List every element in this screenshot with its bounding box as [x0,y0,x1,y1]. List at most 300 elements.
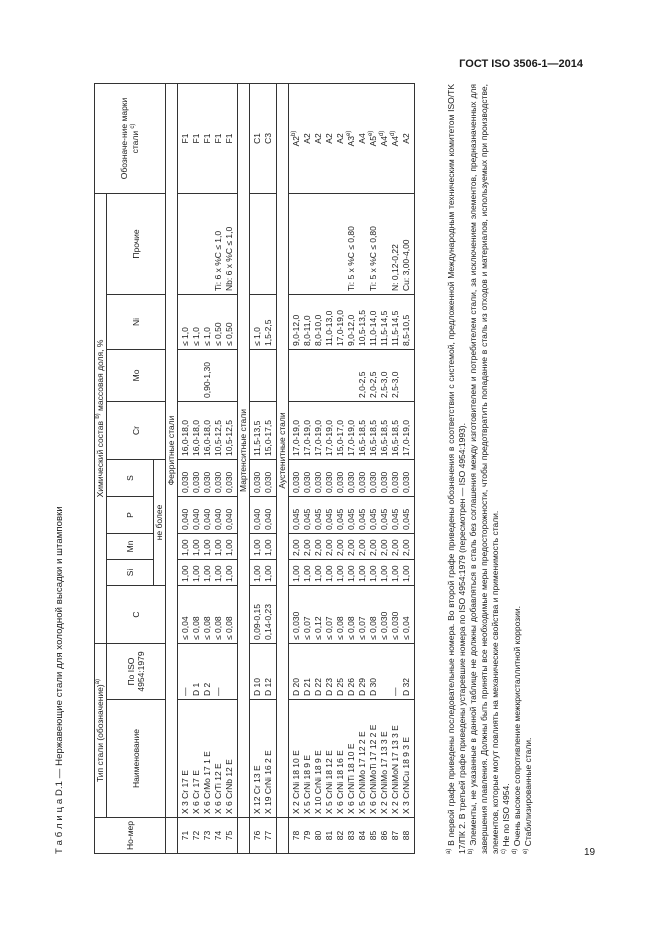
cell-c [213,585,224,643]
cell-grade-value: C1 [252,133,262,144]
cell-other [289,193,303,294]
cell-si-value: 1,00 [191,565,201,582]
cell-s-value: 0,030 [335,471,345,493]
table-row [357,83,368,853]
cell-s-value: 0,030 [202,471,212,493]
cell-c-value: ≤ 0,030 [291,611,301,640]
cell-name [324,700,335,818]
cell-ni-value: 9,0-12,0 [346,314,356,346]
cell-ni [368,294,379,349]
cell-c [390,585,401,643]
footnote-text: Стабилизированные стали. [523,737,533,847]
cell-si [191,559,202,585]
cell-grade-value: A4 [390,135,400,147]
cell-mn-value: 1,00 [213,539,223,556]
cell-mo-value: 2,5-3,0 [379,371,389,398]
footnote-text: Элементы, не указанные в данной таблице не должны добавляться в сталь без соглашения между изготовителем и потребителем стали, за исключением элементов, предназначенных для завершения плавления. Должны быть приняты все необходимые меры предосторожности, чтобы предотвратить попадание в сталь из отходов и материалов, используемых при производстве, элементов, которые могут повлиять на механические свойства и применимость стали. [468,84,500,854]
cell-mo [335,349,346,401]
col-designation: Обозначе-ние марки стали $^{c)}$ [95,83,166,193]
cell-si-value: 1,00 [390,565,400,582]
cell-cr [368,401,379,459]
cell-p [390,496,401,533]
cell-si [250,559,264,585]
cell-c [368,585,379,643]
cell-name [401,700,415,818]
cell-other [202,193,213,294]
col-cr: Cr [107,401,166,459]
cell-si [357,559,368,585]
cell-p [263,496,277,533]
cell-cr-value: 15,0-17,5 [263,420,273,456]
steel-table [94,83,415,854]
cell-mn-value: 1,00 [252,539,262,556]
col-mo: Mo [107,349,166,401]
cell-s-value: 0,030 [379,471,389,493]
cell-grade-value: F1 [224,133,234,144]
cell-iso-value: — [213,687,223,696]
cell-mn-value: 1,00 [202,539,212,556]
cell-mo [224,349,238,401]
cell-mo-value: 2,0-2,5 [368,371,378,398]
cell-ni [313,294,324,349]
cell-p [202,496,213,533]
cell-si [289,559,303,585]
cell-ni-value: 11,5-14,5 [379,310,389,346]
col-chemical-composition: Химический состав $^{b)}$ массовая доля, % [95,193,107,643]
cell-iso [178,643,192,699]
cell-mn-value: 2,00 [335,539,345,556]
col-s: S [107,459,154,496]
col-number: Но-мер [95,818,166,854]
cell-si [324,559,335,585]
cell-no-value: 79 [302,830,312,841]
cell-s [263,459,277,496]
cell-mn-value: 2,00 [401,539,411,556]
col-iso: По ISO 4954:1979 [107,643,166,699]
cell-mn-value: 1,00 [191,539,201,556]
col-si: Si [107,559,154,585]
cell-no-value: 72 [191,830,201,841]
cell-c [250,585,264,643]
cell-cr [335,401,346,459]
cell-si [390,559,401,585]
table-row [263,83,277,853]
cell-s [224,459,238,496]
cell-grade [324,83,335,193]
cell-c-value: ≤ 0,07 [302,616,312,640]
cell-mo [313,349,324,401]
cell-mn-value: 2,00 [291,539,301,556]
cell-mn [368,533,379,559]
cell-s-value: 0,030 [390,471,400,493]
cell-si-value: 1,00 [202,565,212,582]
cell-si [178,559,192,585]
cell-grade-value: F1 [180,133,190,144]
cell-c [224,585,238,643]
cell-grade-value: A4 [379,135,389,147]
grade-footnote-mark: d) [390,130,397,136]
cell-ni [178,294,192,349]
cell-grade-value: F1 [213,133,223,144]
cell-no-value: 77 [263,830,273,841]
standard-header: ГОСТ ISO 3506-1—2014 [459,58,583,70]
cell-s-value: 0,030 [224,471,234,493]
cell-mo [346,349,357,401]
cell-name-value: X 2 CrNi 18 10 E [291,750,301,814]
grade-footnote-mark: e) [368,130,375,136]
cell-s [368,459,379,496]
cell-c-value: 0,14-0,23 [263,604,273,640]
cell-si-value: 1,00 [252,565,262,582]
footnote [512,84,523,854]
cell-s-value: 0,030 [368,471,378,493]
cell-mn-value: 2,00 [346,539,356,556]
table-row [324,83,335,853]
cell-no-value: 74 [213,830,223,841]
cell-cr-value: 17,0-19,0 [401,420,411,456]
cell-p-value: 0,045 [291,508,301,530]
cell-no-value: 84 [357,830,367,841]
cell-cr [178,401,192,459]
cell-cr-value: 17,0-19,0 [324,420,334,456]
cell-c-value: ≤ 0,12 [313,616,323,640]
cell-ni-value: ≤ 1,0 [191,327,201,346]
cell-grade-value: A2 [291,135,301,147]
cell-cr [202,401,213,459]
cell-cr [224,401,238,459]
cell-ni-value: 9,0-12,0 [291,314,301,346]
cell-cr-value: 16,0-18,0 [202,420,212,456]
cell-si-value: 1,00 [357,565,367,582]
cell-p-value: 0,045 [324,508,334,530]
cell-cr [401,401,415,459]
table-row [302,83,313,853]
cell-grade [346,83,357,193]
table-row [250,83,264,853]
cell-iso-value: D 10 [252,678,262,696]
cell-grade-value: A5 [368,135,378,147]
cell-no-value: 87 [390,830,400,841]
cell-name [302,700,313,818]
cell-iso [379,643,390,699]
cell-grade [178,83,192,193]
cell-ni-value: 10,5-13,5 [357,310,367,346]
col-name: Наименование [107,700,166,818]
cell-other [401,193,415,294]
table-row [313,83,324,853]
cell-cr-value: 16,5-18,5 [379,420,389,456]
cell-c-value: ≤ 0,08 [346,616,356,640]
cell-si [263,559,277,585]
cell-no-value: 83 [346,830,356,841]
cell-c-value: ≤ 0,030 [379,611,389,640]
cell-s [178,459,192,496]
table-body [166,83,415,853]
cell-mn [335,533,346,559]
cell-mn [302,533,313,559]
section-header-row [166,83,178,853]
grade-footnote-mark: e) [346,130,353,136]
cell-c-value: ≤ 0,04 [401,616,411,640]
cell-mn-value: 2,00 [357,539,367,556]
cell-ni-value: 8,5-10,5 [401,314,411,346]
cell-p-value: 0,040 [224,508,234,530]
cell-cr [302,401,313,459]
footnote-text: Не по ISO 4954. [501,783,511,847]
cell-name [202,700,213,818]
cell-other [263,193,277,294]
cell-p [324,496,335,533]
cell-other [324,193,335,294]
cell-mn-value: 2,00 [368,539,378,556]
cell-iso [213,643,224,699]
cell-si-value: 1,00 [180,565,190,582]
cell-mn-value: 2,00 [390,539,400,556]
cell-c [302,585,313,643]
cell-p-value: 0,040 [252,508,262,530]
cell-no-value: 82 [335,830,345,841]
col-max-note: не более [154,459,166,585]
cell-name-value: X 6 CrMo 17 1 E [202,751,212,814]
cell-ni-value: ≤ 1,0 [180,327,190,346]
cell-grade-value: A3 [346,135,356,147]
cell-mo [357,349,368,401]
cell-name [390,700,401,818]
cell-grade [202,83,213,193]
cell-other [379,193,390,294]
cell-iso [289,643,303,699]
cell-cr-value: 17,0-19,0 [302,420,312,456]
cell-grade [335,83,346,193]
cell-no [213,818,224,854]
cell-si-value: 1,00 [379,565,389,582]
cell-grade [379,83,390,193]
cell-other [346,193,357,294]
cell-p-value: 0,040 [191,508,201,530]
cell-c-value: ≤ 0,08 [368,616,378,640]
cell-iso [313,643,324,699]
footnote-mark: d) [512,848,519,854]
cell-name-value: X 3 CrNiCu 18 9 3 E [401,736,411,814]
cell-s [379,459,390,496]
cell-c [289,585,303,643]
cell-ni-value: ≤ 0,50 [224,322,234,346]
cell-si-value: 1,00 [291,565,301,582]
cell-iso [324,643,335,699]
cell-ni [357,294,368,349]
cell-ni [302,294,313,349]
cell-p [213,496,224,533]
footnote [446,84,468,854]
cell-s [313,459,324,496]
cell-si-value: 1,00 [302,565,312,582]
cell-mn [324,533,335,559]
cell-cr-value: 11,5-13,5 [252,420,262,456]
cell-p-value: 0,045 [357,508,367,530]
cell-no [346,818,357,854]
col-c: C [107,585,166,643]
cell-name [379,700,390,818]
cell-no-value: 78 [291,830,301,841]
cell-mn [313,533,324,559]
footnote [468,84,501,854]
cell-cr-value: 16,0-18,0 [180,420,190,456]
rotated-table-area [54,84,534,854]
table-row [346,83,357,853]
cell-c-value: ≤ 0,08 [191,616,201,640]
cell-mo [250,349,264,401]
cell-s-value: 0,030 [191,471,201,493]
cell-mn [357,533,368,559]
cell-iso [346,643,357,699]
table-row [335,83,346,853]
cell-p-value: 0,045 [302,508,312,530]
cell-mn-value: 2,00 [313,539,323,556]
cell-cr [313,401,324,459]
footnote [501,84,512,854]
cell-s-value: 0,030 [252,471,262,493]
cell-iso-value: D 26 [346,678,356,696]
cell-iso-value: D 2 [202,682,212,696]
cell-mn [178,533,192,559]
cell-s [357,459,368,496]
cell-si-value: 1,00 [213,565,223,582]
cell-s [250,459,264,496]
footnote-text: Очень высокое сопротивление межкристаллитной коррозии. [512,605,522,847]
cell-si-value: 1,00 [224,565,234,582]
cell-p [401,496,415,533]
cell-iso [335,643,346,699]
cell-name [346,700,357,818]
cell-s [346,459,357,496]
cell-si [202,559,213,585]
grade-footnote-mark: d) [379,130,386,136]
cell-c [379,585,390,643]
cell-si [401,559,415,585]
cell-p [313,496,324,533]
cell-cr [390,401,401,459]
cell-iso-value: D 21 [302,678,312,696]
cell-p-value: 0,045 [390,508,400,530]
cell-p-value: 0,045 [313,508,323,530]
cell-iso-value: — [180,687,190,696]
cell-no [368,818,379,854]
cell-s-value: 0,030 [324,471,334,493]
cell-si-value: 1,00 [368,565,378,582]
cell-s [213,459,224,496]
cell-p [357,496,368,533]
cell-s [390,459,401,496]
cell-grade-value: A2 [401,133,411,144]
cell-no [224,818,238,854]
cell-grade-value: C3 [263,133,273,144]
cell-iso-value: D 12 [263,678,273,696]
cell-p [346,496,357,533]
cell-name [250,700,264,818]
cell-iso [302,643,313,699]
cell-name [263,700,277,818]
cell-name-value: X 6 CrNiMoTi 17 12 2 E [368,724,378,814]
cell-cr-value: 15,0-17,0 [335,420,345,456]
cell-mo [178,349,192,401]
table-row [368,83,379,853]
cell-iso-value: D 1 [191,682,201,696]
cell-name-value: X 5 CrNiMo 17 12 2 E [357,731,367,814]
cell-ni-value: ≤ 1,0 [202,327,212,346]
cell-name [178,700,192,818]
cell-ni [263,294,277,349]
cell-name-value: X 5 CrNi 18 9 E [302,754,312,814]
footnote-text: В первой графе приведены последовательные номера. Во второй графе приведены обозначения в соответствии с системой, предложенной Международным техническим комитетом ISO/TK 17/ПК 2. В третьей графе приведены устаревшие номера по ISO 4954:1979 (пересмотрен — ISO 4954:1993). [446,84,467,854]
cell-ni [401,294,415,349]
cell-c [324,585,335,643]
cell-ni-value: ≤ 1,0 [252,327,262,346]
section-header-row [238,83,250,853]
cell-cr [289,401,303,459]
cell-ni [202,294,213,349]
cell-si [346,559,357,585]
cell-p [368,496,379,533]
cell-p-value: 0,045 [346,508,356,530]
cell-c [263,585,277,643]
cell-ni [346,294,357,349]
cell-p [191,496,202,533]
cell-grade-value: A4 [357,133,367,144]
cell-c [401,585,415,643]
col-chem-tail: массовая доля, % [95,339,105,411]
cell-si-value: 1,00 [335,565,345,582]
cell-other [224,193,238,294]
cell-other-value: N: 0,12-0,22 [390,244,400,291]
cell-name-value: X 10 CrNi 18 9 E [313,750,323,814]
cell-other [178,193,192,294]
table-caption: Т а б л и ц а D.1 — Нержавеющие стали для холодной высадки и штамповки [54,506,65,854]
cell-no-value: 85 [368,830,378,841]
cell-ni-value: 17,0-19,0 [335,310,345,346]
cell-mo [213,349,224,401]
cell-c-value: ≤ 0,08 [335,616,345,640]
cell-iso [202,643,213,699]
cell-cr [263,401,277,459]
cell-mn-value: 1,00 [180,539,190,556]
cell-cr-value: 17,0-19,0 [313,420,323,456]
cell-cr [357,401,368,459]
cell-iso-value: D 29 [357,678,367,696]
col-ni: Ni [107,294,166,349]
cell-no [313,818,324,854]
footnotes [446,84,534,854]
cell-iso-value: D 22 [313,678,323,696]
cell-si-value: 1,00 [346,565,356,582]
cell-iso-value: D 32 [401,678,411,696]
cell-grade-value: A2 [324,133,334,144]
table-row [191,83,202,853]
cell-ni-value: 11,5-14,5 [390,310,400,346]
table-row [202,83,213,853]
grade-footnote-mark: b) [291,130,298,136]
cell-no [390,818,401,854]
cell-s [191,459,202,496]
cell-cr-value: 17,0-19,0 [346,420,356,456]
cell-mn [390,533,401,559]
cell-grade [390,83,401,193]
cell-si [335,559,346,585]
col-mn: Mn [107,533,154,559]
cell-ni-value: 11,0-13,0 [324,310,334,346]
footnote-mark: c) [501,849,508,854]
cell-s-value: 0,030 [263,471,273,493]
cell-grade [213,83,224,193]
